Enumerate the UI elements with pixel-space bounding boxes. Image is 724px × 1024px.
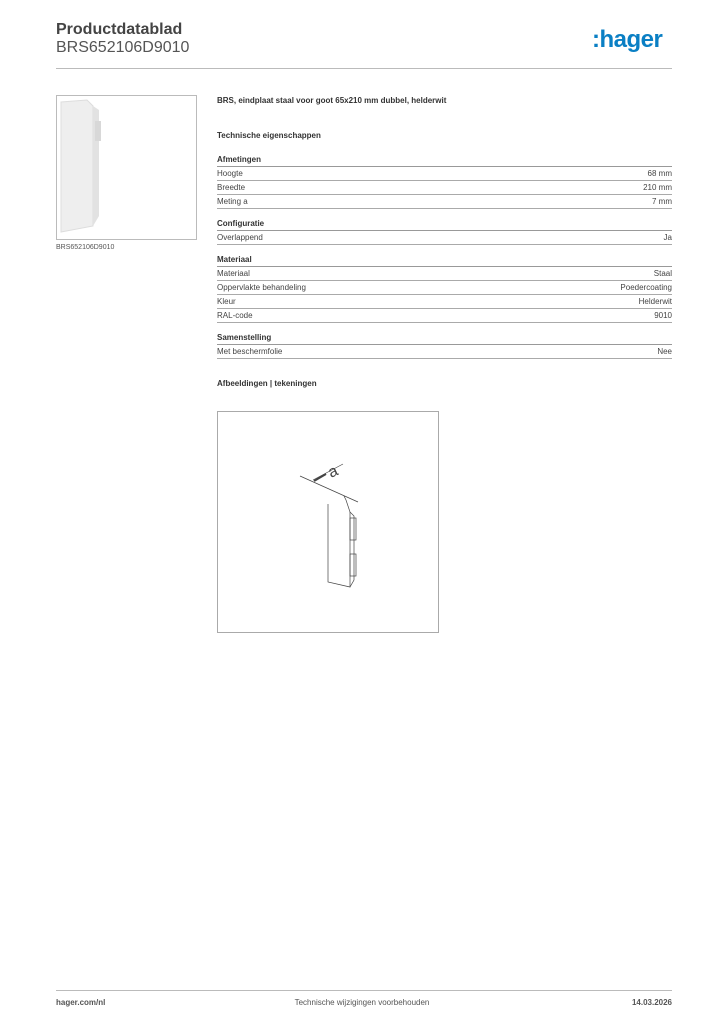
footer-website[interactable]: hager.com/nl: [56, 998, 106, 1007]
section-materiaal: [217, 255, 672, 323]
section-title: Configuratie: [217, 219, 672, 231]
property-label: Overlappend: [217, 233, 263, 242]
property-row: [217, 267, 672, 281]
property-label: Meting a: [217, 197, 248, 206]
technical-drawing: [217, 411, 439, 633]
property-value: Staal: [653, 269, 672, 278]
property-row: [217, 281, 672, 295]
product-image-caption: BRS652106D9010: [56, 244, 115, 251]
property-label: Materiaal: [217, 269, 250, 278]
property-value: Helderwit: [638, 297, 672, 306]
property-label: Breedte: [217, 183, 246, 192]
property-row: [217, 345, 672, 359]
property-value: Poedercoating: [620, 283, 672, 292]
property-value: 7 mm: [652, 197, 672, 206]
property-row: [217, 167, 672, 181]
footer-divider: [56, 990, 672, 991]
property-value: 68 mm: [647, 169, 672, 178]
product-description: BRS, eindplaat staal voor goot 65x210 mm dubbel, helderwit: [217, 96, 447, 105]
section-samenstelling: [217, 333, 672, 359]
property-row: [217, 295, 672, 309]
properties-column: [217, 96, 672, 388]
property-label: Met beschermfolie: [217, 347, 283, 356]
product-image: [56, 95, 197, 240]
property-label: Oppervlakte behandeling: [217, 283, 306, 292]
property-row: [217, 195, 672, 209]
section-configuratie: [217, 219, 672, 245]
property-label: Kleur: [217, 297, 236, 306]
property-row: [217, 181, 672, 195]
property-label: Hoogte: [217, 169, 243, 178]
header-divider: [56, 68, 672, 69]
property-value: Ja: [663, 233, 672, 242]
footer-date: 14.03.2026: [631, 998, 672, 1007]
images-title: Afbeeldingen | tekeningen: [217, 379, 317, 388]
tech-title: Technische eigenschappen: [217, 131, 321, 140]
footer-disclaimer: Technische wijzigingen voorbehouden: [294, 998, 430, 1007]
property-value: 9010: [654, 311, 672, 320]
section-afmetingen: [217, 155, 672, 209]
dimension-label: a: [325, 462, 341, 482]
section-title: Samenstelling: [217, 333, 672, 345]
section-title: Materiaal: [217, 255, 672, 267]
property-row: [217, 309, 672, 323]
property-row: [217, 231, 672, 245]
property-value: Nee: [657, 347, 672, 356]
property-value: 210 mm: [643, 183, 672, 192]
hager-logo: :hager: [592, 26, 663, 53]
product-code: BRS652106D9010: [56, 39, 190, 56]
section-title: Afmetingen: [217, 155, 672, 167]
property-label: RAL-code: [217, 311, 253, 320]
page-title: Productdatablad: [56, 21, 183, 38]
